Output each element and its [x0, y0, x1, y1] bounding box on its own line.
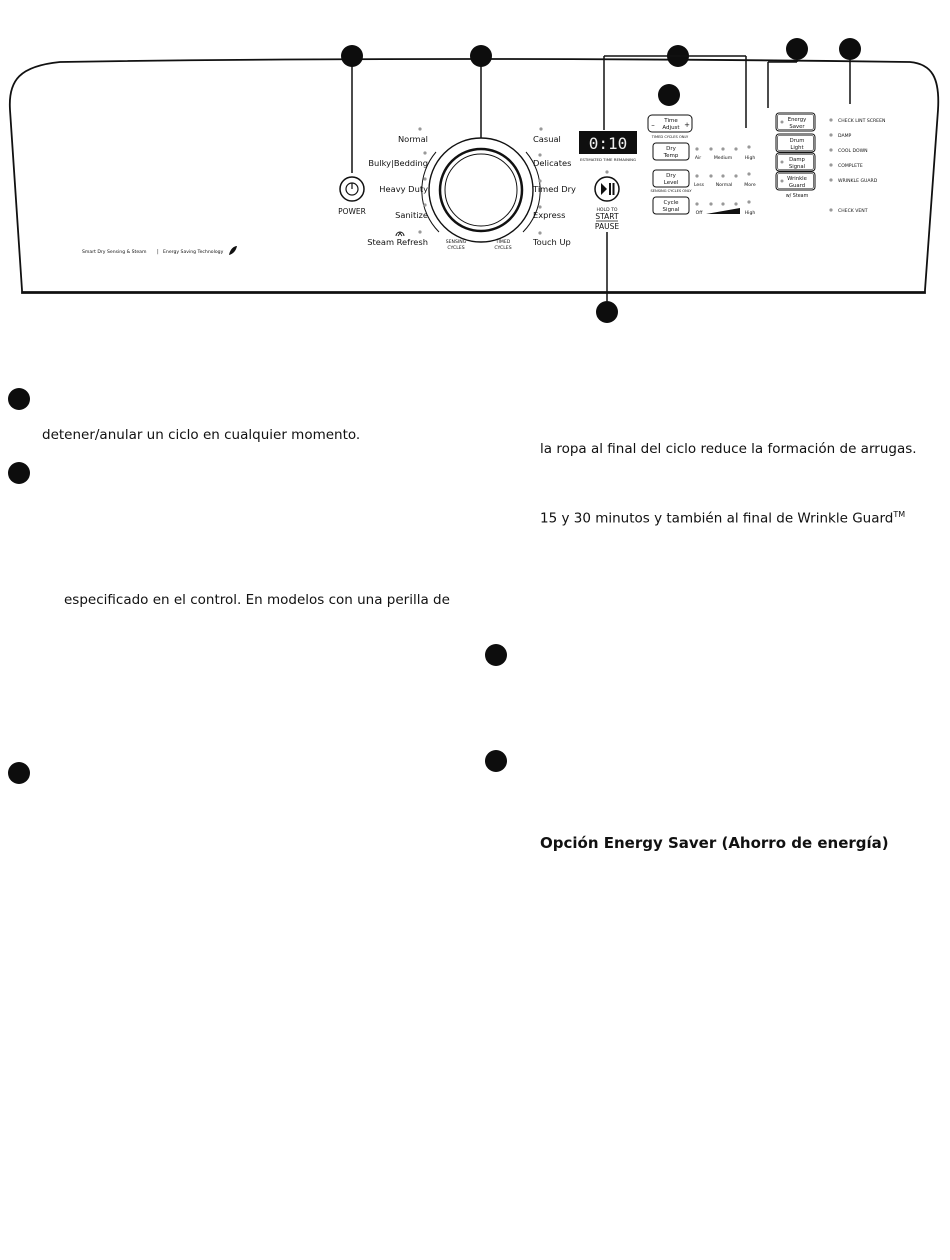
sensing-cycle-list	[367, 127, 428, 247]
section-marker-5	[485, 750, 507, 772]
cycle-steam-refresh: Steam Refresh	[367, 237, 428, 247]
status-lights	[829, 118, 885, 214]
callout-knob	[470, 45, 492, 67]
energy-saver-line1: Energy	[787, 117, 807, 123]
cycle-delicates: Delicates	[533, 158, 572, 168]
control-panel-diagram	[0, 0, 950, 330]
brand-separator: |	[157, 249, 159, 255]
timed-label-2: CYCLES	[494, 246, 512, 251]
cycle-touch-up: Touch Up	[533, 237, 571, 247]
dry-temp-line2: Temp	[663, 153, 679, 159]
dry-temp-high: High	[744, 156, 756, 161]
dry-temp-air: Air	[694, 156, 702, 161]
leaf-icon	[229, 246, 237, 255]
dry-level-normal: Normal	[715, 183, 733, 188]
brand-right: Energy Saving Technology	[163, 250, 224, 255]
time-adjust-line2: Adjust	[662, 125, 680, 131]
drum-light-line2: Light	[790, 145, 804, 151]
right-text-2	[540, 510, 905, 527]
power-button[interactable]	[340, 177, 364, 201]
dry-level-line1: Dry	[666, 173, 676, 179]
dry-level-note: SENSING CYCLES ONLY	[650, 189, 692, 193]
damp-signal-line1: Damp	[789, 157, 805, 163]
energy-saver-line2: Saver	[789, 124, 805, 130]
left-text-2: especificado en el control. En modelos con una perilla de	[64, 592, 450, 608]
status-check-vent: CHECK VENT	[838, 209, 868, 214]
cycle-express: Express	[533, 210, 566, 220]
damp-signal-line2: Signal	[788, 164, 806, 170]
drum-light-line1: Drum	[789, 138, 805, 144]
sensing-label-2: CYCLES	[447, 246, 465, 251]
timed-label-1: TIMED	[495, 240, 511, 245]
dry-level-less: Less	[693, 183, 705, 188]
cycle-normal: Normal	[397, 134, 428, 144]
cycle-signal-off: Off	[695, 211, 703, 216]
status-damp: DAMP	[838, 134, 852, 139]
right-text-1: la ropa al final del ciclo reduce la formación de arrugas.	[540, 441, 917, 457]
section-marker-3	[8, 762, 30, 784]
dry-temp-line1: Dry	[666, 146, 676, 152]
dry-temp-medium: Medium	[713, 156, 733, 161]
cycle-knob[interactable]	[429, 138, 533, 242]
time-adjust-line1: Time	[664, 118, 678, 124]
cycle-signal-line1: Cycle	[663, 200, 679, 206]
callout-time-adjust	[658, 84, 680, 106]
time-display-value: 0:10	[588, 134, 628, 153]
pause-label: PAUSE	[594, 222, 620, 231]
status-cool-down: COOL DOWN	[838, 149, 868, 154]
wrinkle-guard-line1: Wrinkle	[787, 176, 807, 182]
cycle-signal-line2: Signal	[662, 207, 680, 213]
power-label: POWER	[338, 207, 366, 216]
cycle-signal-high: High	[744, 211, 756, 216]
section-marker-2	[8, 462, 30, 484]
time-minus: –	[651, 121, 655, 129]
callout-status	[839, 38, 861, 60]
start-label: START	[595, 212, 619, 221]
cycle-sanitize: Sanitize	[395, 210, 428, 220]
trademark-symbol: TM	[893, 510, 906, 519]
section-marker-1	[8, 388, 30, 410]
hold-to-label: HOLD TO	[596, 208, 618, 213]
callout-options	[786, 38, 808, 60]
display-caption: ESTIMATED TIME REMAINING	[579, 157, 637, 162]
time-plus: +	[684, 121, 690, 129]
with-steam-label: w/ Steam	[785, 194, 809, 199]
steam-icon	[396, 232, 404, 236]
cycle-bulky-bedding: Bulky|Bedding	[368, 158, 428, 168]
callout-power	[341, 45, 363, 67]
energy-saver-heading: Opción Energy Saver (Ahorro de energía)	[540, 834, 889, 852]
sensing-label-1: SENSING	[445, 240, 467, 245]
dry-level-more: More	[744, 183, 756, 188]
status-wrinkle-guard: WRINKLE GUARD	[838, 179, 878, 184]
brand-left: Smart Dry Sensing & Steam	[82, 250, 147, 255]
timed-cycle-list	[532, 127, 576, 247]
status-complete: COMPLETE	[838, 164, 863, 169]
cycle-casual: Casual	[533, 134, 561, 144]
start-pause-button[interactable]	[595, 177, 619, 201]
status-check-lint-screen: CHECK LINT SCREEN	[838, 119, 886, 124]
right-text-2-main: 15 y 30 minutos y también al final de Wrinkle Guard	[540, 510, 894, 527]
volume-wedge	[706, 208, 740, 214]
time-adjust-note: TIMED CYCLES ONLY	[651, 135, 689, 139]
dry-level-line2: Level	[663, 180, 679, 186]
cycle-timed-dry: Timed Dry	[533, 184, 576, 194]
section-marker-4	[485, 644, 507, 666]
callout-start	[596, 301, 618, 323]
left-text-1: detener/anular un ciclo en cualquier momento.	[42, 427, 361, 443]
wrinkle-guard-line2: Guard	[788, 183, 806, 189]
cycle-heavy-duty: Heavy Duty	[379, 184, 428, 194]
